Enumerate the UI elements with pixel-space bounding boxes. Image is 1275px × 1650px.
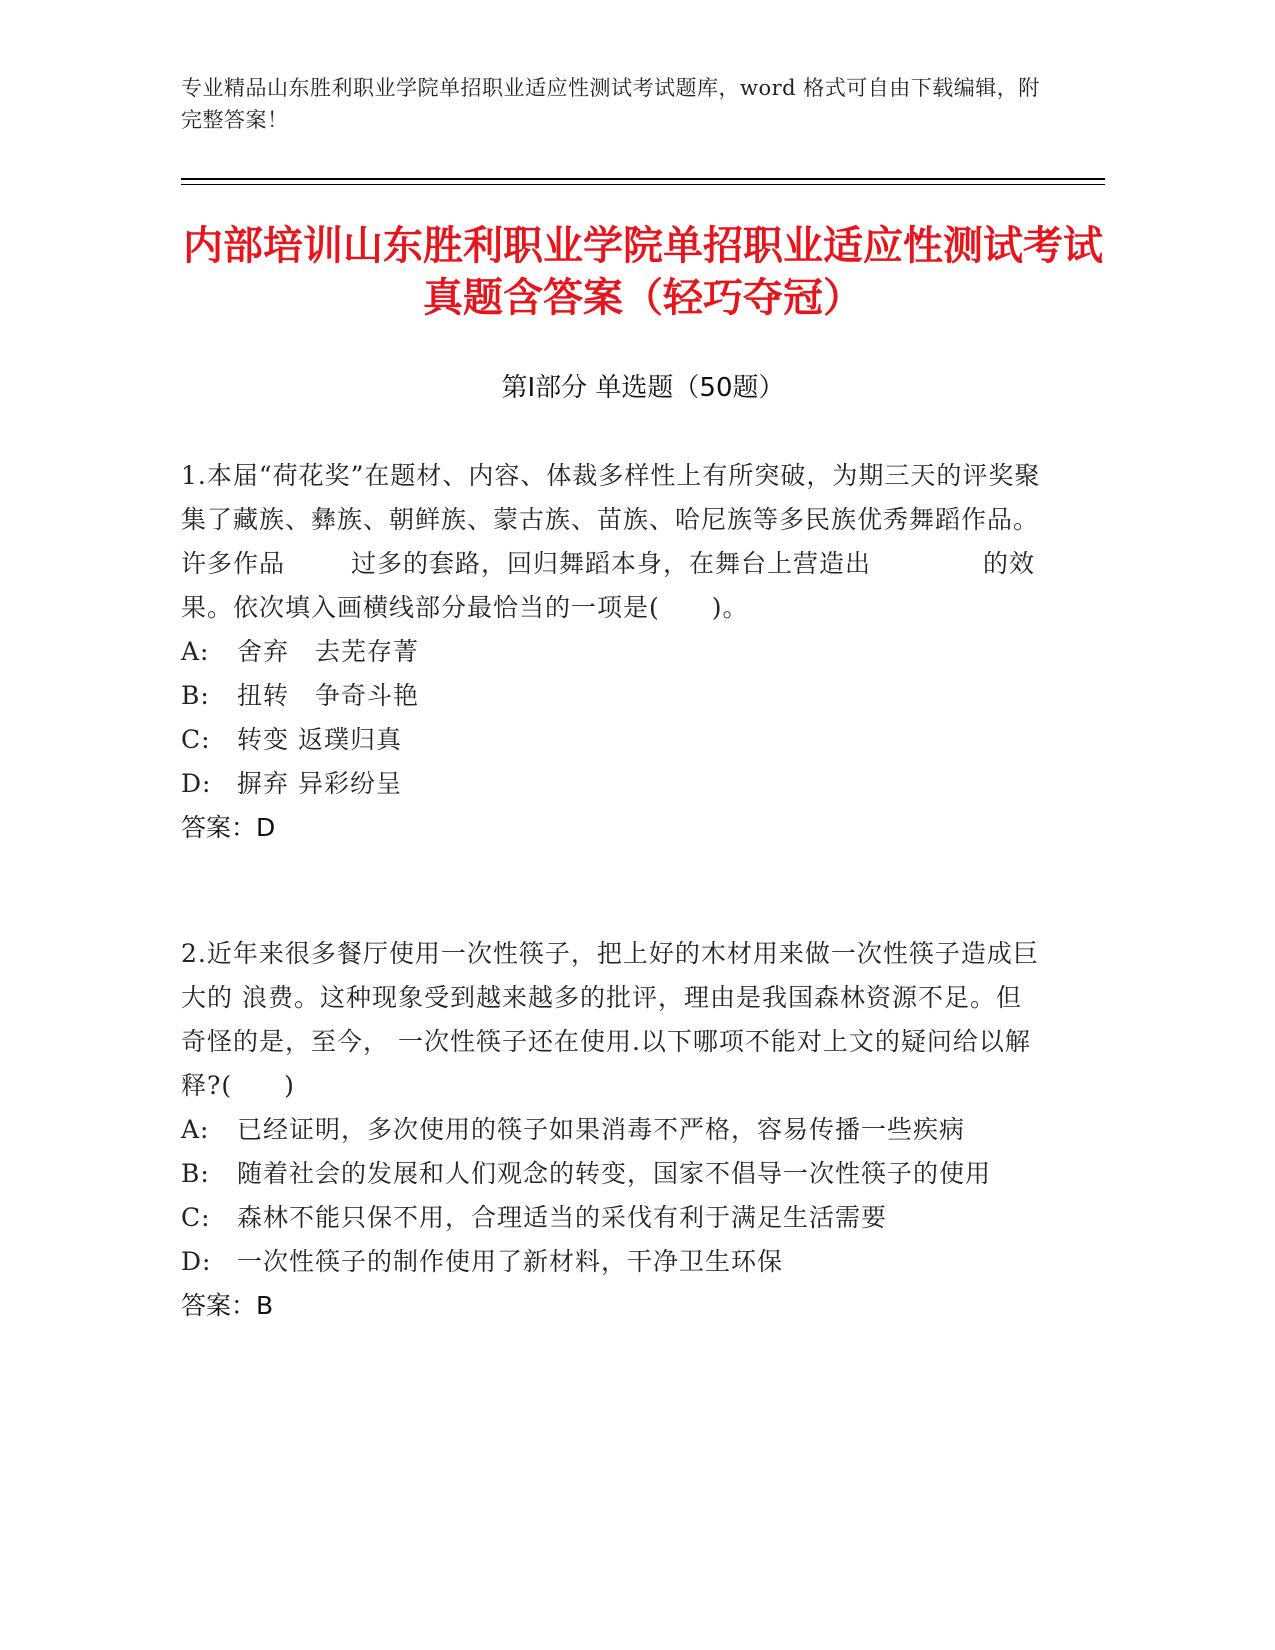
question-1 [181, 454, 1041, 850]
option-b [181, 1152, 1041, 1196]
question-1-stem-part-1: 1.本届“荷花奖”在题材、内容、体裁多样性上有所突破，为期三天的评奖聚 集了藏族、彝族、朝鲜族、蒙古族、苗族、哈尼族等多民族优秀舞蹈作品。许多作品 [181, 461, 1041, 578]
option-b [181, 674, 1041, 718]
option-letter: B: [181, 1159, 210, 1188]
option-d [181, 1240, 1041, 1284]
option-text: 一次性筷子的制作使用了新材料，干净卫生环保 [237, 1247, 784, 1276]
option-letter: A: [181, 1115, 210, 1144]
option-text: 已经证明，多次使用的筷子如果消毒不严格，容易传播一些疾病 [237, 1115, 966, 1144]
section-title: 第Ⅰ部分 单选题（50题） [501, 373, 785, 403]
question-2-stem: 2.近年来很多餐厅使用一次性筷子，把上好的木材用来做一次性筷子造成巨大的 浪费。这种现象受到越来越多的批评，理由是我国森林资源不足。但奇怪的是，至今， 一次性筷子还在使用.以下哪项不能对上文的疑问给以解释?( ) [181, 939, 1039, 1100]
question-1-answer: 答案：D [181, 813, 276, 842]
option-letter: B: [181, 681, 210, 710]
option-a [181, 1108, 1041, 1152]
option-c [181, 718, 1041, 762]
question-1-stem-part-3: 的效果。依次填入画横线部分最恰当的一项是( )。 [181, 549, 1036, 622]
option-text: 随着社会的发展和人们观念的转变，国家不倡导一次性筷子的使用 [237, 1159, 992, 1188]
option-letter: D: [181, 769, 212, 798]
option-d [181, 762, 1041, 806]
question-2 [181, 932, 1041, 1328]
option-c [181, 1196, 1041, 1240]
option-a [181, 630, 1041, 674]
option-letter: C: [181, 725, 211, 754]
header-divider-thin [181, 184, 1105, 185]
header-divider-thick [181, 178, 1105, 180]
question-1-stem [181, 454, 1041, 630]
option-text: 森林不能只保不用，合理适当的采伐有利于满足生活需要 [237, 1203, 888, 1232]
option-text: 扭转 争奇斗艳 [237, 681, 420, 710]
question-1-stem-part-2: 过多的套路，回归舞蹈本身，在舞台上营造出 [351, 549, 872, 578]
header-note: 专业精品山东胜利职业学院单招职业适应性测试考试题库，word 格式可自由下载编辑，附完整答案！ [181, 76, 1040, 132]
option-text: 摒弃 异彩纷呈 [237, 769, 402, 798]
document-title: 内部培训山东胜利职业学院单招职业适应性测试考试真题含答案（轻巧夺冠） [183, 223, 1103, 321]
option-text: 舍弃 去芜存菁 [237, 637, 420, 666]
option-letter: A: [181, 637, 210, 666]
question-2-answer: 答案：B [181, 1291, 274, 1320]
option-letter: D: [181, 1247, 212, 1276]
option-text: 转变 返璞归真 [237, 725, 402, 754]
option-letter: C: [181, 1203, 211, 1232]
